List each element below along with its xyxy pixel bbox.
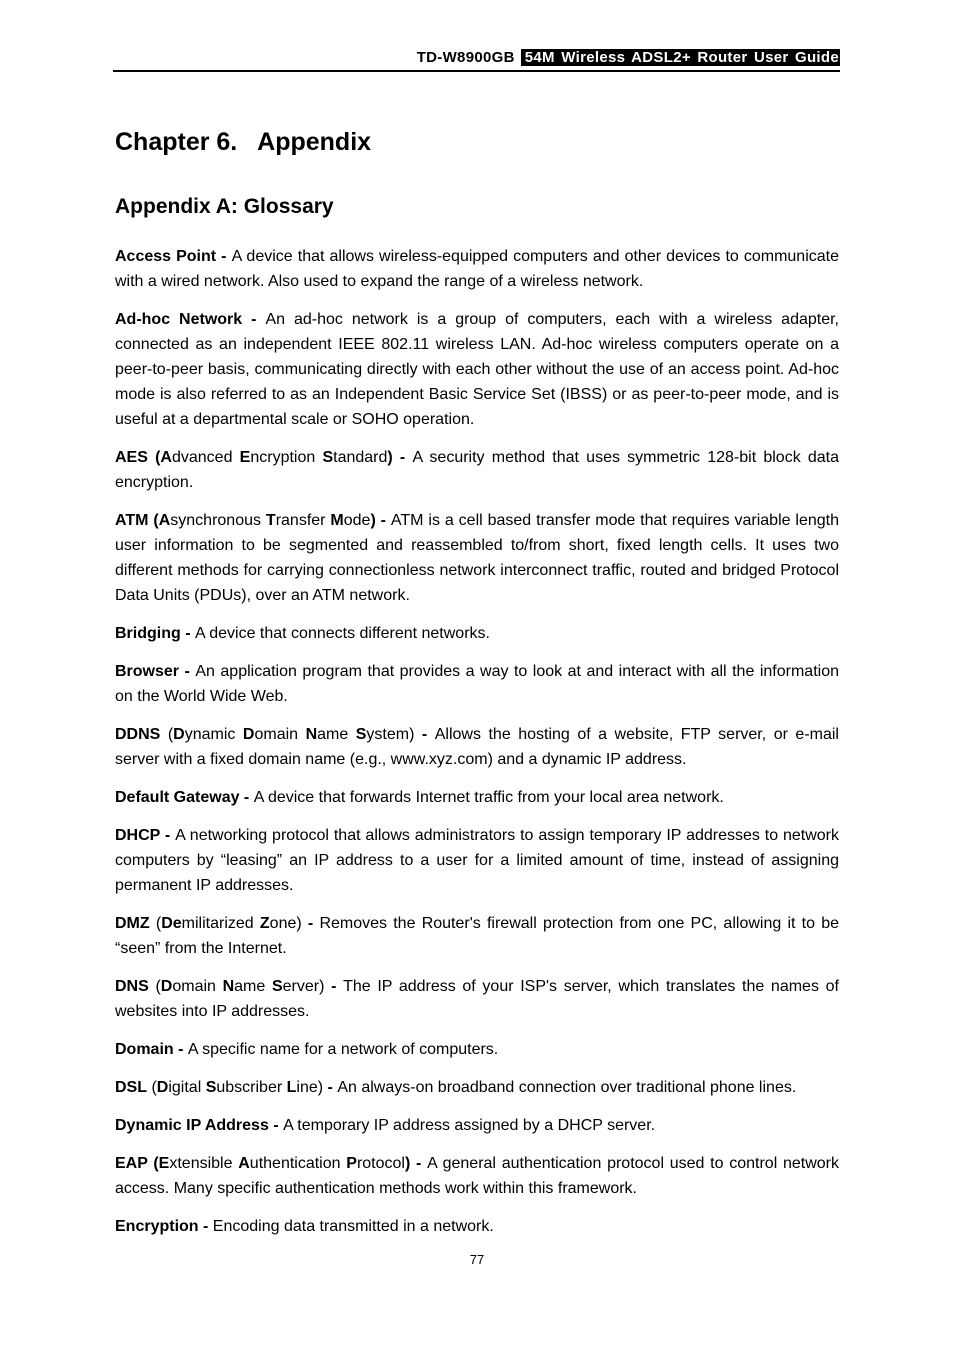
header-model: TD-W8900GB — [416, 49, 515, 66]
glossary-text: ATM is a cell based transfer mode that requires variable length user information to be segmented and reassembled to/from short, fixed length cells. It uses two different methods for carrying connectionless network interconnect traffic, routed and bridged Protocol Data Units (PDUs), over an ATM network. — [115, 512, 840, 604]
glossary-text: Allows the hosting of a website, FTP server, or e-mail server with a fixed domain name (e.g., www.xyz.com) and a dynamic IP address. — [115, 726, 839, 768]
running-header — [113, 48, 840, 72]
glossary-text: A specific name for a network of computers. — [187, 1041, 499, 1058]
glossary-text: omain — [254, 726, 306, 743]
glossary-term: Ad-hoc Network - — [115, 311, 266, 328]
glossary-term: M — [330, 512, 344, 529]
glossary-text: A general authentication protocol used to control network access. Many specific authentication methods work within this framework. — [115, 1155, 840, 1197]
glossary-text: ode — [343, 512, 371, 529]
glossary-text: A security method that uses symmetric 128-bit block data encryption. — [115, 449, 840, 491]
glossary-term: D — [160, 978, 173, 995]
glossary-term: S — [322, 449, 334, 466]
glossary-text: ( — [147, 1079, 157, 1096]
glossary-text: An ad-hoc network is a group of computers, each with a wireless adapter, connected as an independent IEEE 802.11 wireless LAN. Ad-hoc wireless computers operate on a peer-to-peer basis, communicating directly with each other without the use of an access point. Ad-hoc mode is also referred to as an Independent Basic Service Set (IBSS) or as peer-to-peer mode, and is useful at a departmental scale or SOHO operation. — [115, 311, 839, 428]
glossary-text: ncryption — [250, 449, 323, 466]
glossary-entry — [115, 722, 839, 772]
glossary-term: ) - — [404, 1155, 428, 1172]
glossary-text: ame — [234, 978, 272, 995]
glossary-term: Default Gateway - — [115, 789, 254, 806]
glossary-list — [115, 244, 839, 1252]
glossary-term: L — [286, 1079, 297, 1096]
chapter-title: Chapter 6. Appendix — [115, 128, 372, 156]
glossary-term: AES (A — [115, 449, 172, 466]
glossary-entry — [115, 1214, 839, 1239]
glossary-term: DNS — [115, 978, 149, 995]
glossary-term: - — [331, 978, 344, 995]
glossary-text: ( — [148, 978, 161, 995]
glossary-entry — [115, 244, 839, 294]
glossary-term: D — [156, 1079, 169, 1096]
glossary-entry — [115, 1151, 839, 1201]
glossary-term: N — [305, 726, 318, 743]
glossary-text: ystem) — [366, 726, 422, 743]
glossary-text: xtensible — [169, 1155, 239, 1172]
glossary-entry — [115, 1037, 839, 1062]
glossary-text: dvanced — [171, 449, 240, 466]
glossary-text: A device that allows wireless-equipped computers and other devices to communicate with a wired network. Also used to expand the range of a wireless network. — [115, 248, 840, 290]
glossary-term: ) - — [387, 449, 413, 466]
glossary-term: ATM (A — [115, 512, 171, 529]
glossary-text: Removes the Router's firewall protection from one PC, allowing it to be “seen” from the Internet. — [115, 915, 840, 957]
glossary-term: Bridging - — [115, 625, 195, 642]
glossary-text: ilitarized — [194, 915, 260, 932]
glossary-text: tandard — [333, 449, 388, 466]
glossary-term: Encryption - — [115, 1218, 213, 1235]
glossary-text: ubscriber — [216, 1079, 287, 1096]
glossary-term: DMZ — [115, 915, 150, 932]
glossary-text: ransfer — [275, 512, 331, 529]
glossary-term: S — [355, 726, 367, 743]
glossary-text: one) — [269, 915, 308, 932]
glossary-entry — [115, 621, 839, 646]
glossary-entry — [115, 307, 839, 432]
glossary-term: - — [307, 915, 320, 932]
glossary-text: ame — [317, 726, 356, 743]
header-guide-title: 54M Wireless ADSL2+ Router User Guide — [521, 49, 840, 66]
glossary-text: synchronous — [170, 512, 266, 529]
glossary-text: A networking protocol that allows administrators to assign temporary IP addresses to network computers by “leasing” an IP address to a user for a limited amount of time, instead of assigning permanent IP addresses. — [115, 827, 840, 894]
glossary-term: DSL — [115, 1079, 147, 1096]
glossary-text: An always-on broadband connection over traditional phone lines. — [337, 1079, 797, 1096]
glossary-term: De — [161, 915, 182, 932]
glossary-term: Access Point - — [115, 248, 232, 265]
glossary-entry — [115, 974, 839, 1024]
glossary-term: - — [421, 726, 435, 743]
glossary-term: S — [205, 1079, 217, 1096]
glossary-term: Z — [259, 915, 270, 932]
glossary-entry — [115, 508, 839, 608]
glossary-text: ynamic — [184, 726, 243, 743]
glossary-term: - — [327, 1079, 338, 1096]
glossary-entry — [115, 659, 839, 709]
page-number: 77 — [469, 1252, 485, 1267]
appendix-title: Appendix A: Glossary — [115, 195, 334, 218]
glossary-entry — [115, 785, 839, 810]
glossary-text: uthentication — [249, 1155, 347, 1172]
glossary-term: EAP (E — [115, 1155, 170, 1172]
glossary-entry — [115, 1075, 839, 1100]
glossary-text: A temporary IP address assigned by a DHCP server. — [283, 1117, 656, 1134]
glossary-term: P — [346, 1155, 357, 1172]
glossary-term: D — [173, 726, 185, 743]
glossary-text: ine) — [296, 1079, 328, 1096]
glossary-text: omain — [172, 978, 223, 995]
glossary-entry — [115, 1113, 839, 1138]
glossary-term: Domain - — [115, 1041, 188, 1058]
glossary-text: ( — [160, 726, 174, 743]
glossary-term: A — [238, 1155, 250, 1172]
glossary-text: Encoding data transmitted in a network. — [212, 1218, 494, 1235]
glossary-entry — [115, 911, 839, 961]
glossary-entry — [115, 823, 839, 898]
glossary-text: erver) — [282, 978, 332, 995]
glossary-text: rotocol — [356, 1155, 405, 1172]
glossary-term: Browser - — [115, 663, 196, 680]
glossary-entry — [115, 445, 839, 495]
glossary-text: m — [181, 915, 195, 932]
glossary-term: DDNS — [115, 726, 161, 743]
glossary-term: DHCP - — [115, 827, 176, 844]
glossary-term: N — [222, 978, 235, 995]
glossary-term: Dynamic IP Address - — [115, 1117, 284, 1134]
glossary-text: The IP address of your ISP's server, which translates the names of websites into IP addresses. — [115, 978, 839, 1020]
glossary-term: E — [239, 449, 251, 466]
glossary-term: D — [242, 726, 255, 743]
glossary-text: A device that forwards Internet traffic from your local area network. — [253, 789, 724, 806]
glossary-text: ( — [149, 915, 162, 932]
glossary-term: T — [265, 512, 276, 529]
glossary-text: A device that connects different networks. — [194, 625, 490, 642]
glossary-term: S — [271, 978, 283, 995]
glossary-text: igital — [168, 1079, 206, 1096]
glossary-text: An application program that provides a way to look at and interact with all the information on the World Wide Web. — [115, 663, 839, 705]
glossary-term: ) - — [370, 512, 391, 529]
